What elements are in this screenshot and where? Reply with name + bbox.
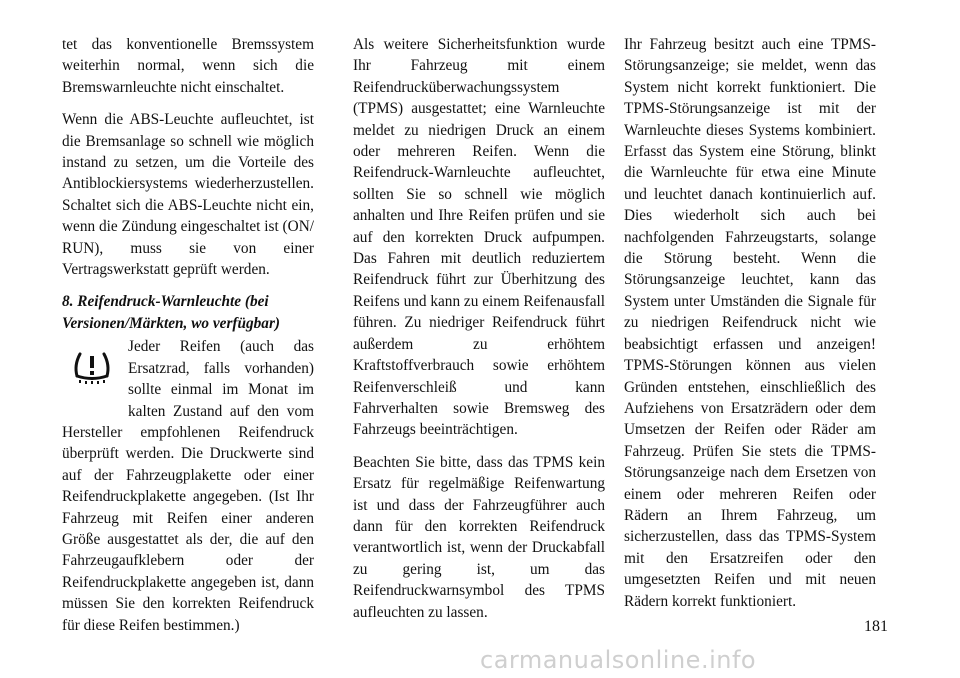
paragraph: Ihr Fahrzeug besitzt auch eine TPMS-Störungsanzeige; sie meldet, wenn das System nicht korrekt funktioniert. Die TPMS-Störungsanzeige ist mit der Warnleuchte dieses Systems kombiniert. Erfasst das System eine Störung, blinkt die Warnleuchte für etwa eine Minute und leuchtet danach kontinuierlich auf. Dies wiederholt sich auch bei nachfolgenden Fahrzeugstarts, solange die Störung besteht. Wenn die Störungsanzeige leuchtet, kann das System unter Umständen die Signale für zu niedrigen Reifendruck nicht wie beabsichtigt erfassen und anzeigen! TPMS-Störungen können aus vielen Gründen entstehen, einschließlich des Aufziehens von Ersatzrädern oder dem Umsetzen der Reifen oder Räder am Fahrzeug. Prüfen Sie stets die TPMS-Störungsanzeige nach dem Ersetzen von einem oder mehreren Reifen oder Rädern an Ihrem Fahrzeug, um sicherzustellen, dass das TPMS-System mit den Ersatzreifen oder den umgesetzten Reifen und mit neuen Rädern korrekt funktioniert. — [624, 36, 876, 610]
tire-pressure-warning-icon — [62, 340, 122, 410]
section-heading: 8. Reifendruck-Warnleuchte (bei Versionen/Märkten, wo verfügbar) — [62, 293, 281, 332]
paragraph-with-icon — [62, 336, 314, 636]
paragraph: Beachten Sie bitte, dass das TPMS kein Ersatz für regelmäßige Reifenwartung ist und dass der Fahrzeugführer auch dann für den korrekten Reifendruck verantwortlich ist, wenn der Druckabfall zu gering ist, um das Reifendruckwarnsymbol des TPMS aufleuchten zu lassen. — [353, 453, 605, 621]
page-number: 181 — [864, 618, 888, 635]
paragraph-text: Jeder Reifen (auch das Ersatzrad, falls vorhanden) sollte einmal im Monat im kalten Zustand auf den vom Hersteller empfohlenen Reifendruck überprüft werden. Die Druckwerte sind auf der Fahrzeugplakette oder einer Reifendruckplakette angegeben. (Ist Ihr Fahrzeug mit Reifen einer anderen Größe ausgestattet als der, die auf den Fahrzeugaufklebern oder der Reifendruckplakette angegeben ist, dann müssen Sie den korrekten Reifendruck für diese Reifen bestimmen.) — [62, 338, 314, 634]
paragraph: Wenn die ABS-Leuchte aufleuchtet, ist die Bremsanlage so schnell wie möglich instand zu setzen, um die Vorteile des Antiblockiersystems wiederherzustellen. Schaltet sich die ABS-Leuchte nicht ein, wenn die Zündung eingeschaltet ist (ON/ RUN), muss sie von einer Vertragswerkstatt geprüft werden. — [62, 111, 314, 279]
watermark: carmanualsonline.info — [480, 646, 757, 674]
text-column-2 — [353, 34, 605, 634]
paragraph: Als weitere Sicherheitsfunktion wurde Ihr Fahrzeug mit einem Reifendrucküberwachungssystem (TPMS) ausgestattet; eine Warnleuchte meldet zu niedrigen Druck an einem oder mehreren Reifen. Wenn die Reifendruck-Warnleuchte aufleuchtet, sollten Sie so schnell wie möglich anhalten und Ihre Reifen prüfen und sie auf den korrekten Druck aufpumpen. Das Fahren mit deutlich reduziertem Reifendruck führt zur Überhitzung des Reifens und kann zu einem Reifenausfall führen. Zu niedriger Reifendruck führt außerdem zu erhöhtem Kraftstoffverbrauch sowie erhöhtem Reifenverschleiß und kann Fahrverhalten sowie Bremsweg des Fahrzeugs beeinträchtigen. — [353, 36, 605, 439]
paragraph: tet das konventionelle Bremssystem weiterhin normal, wenn sich die Bremswarnleuchte nicht einschaltet. — [62, 36, 314, 96]
text-column-3 — [624, 34, 876, 623]
text-column-1 — [62, 34, 314, 647]
